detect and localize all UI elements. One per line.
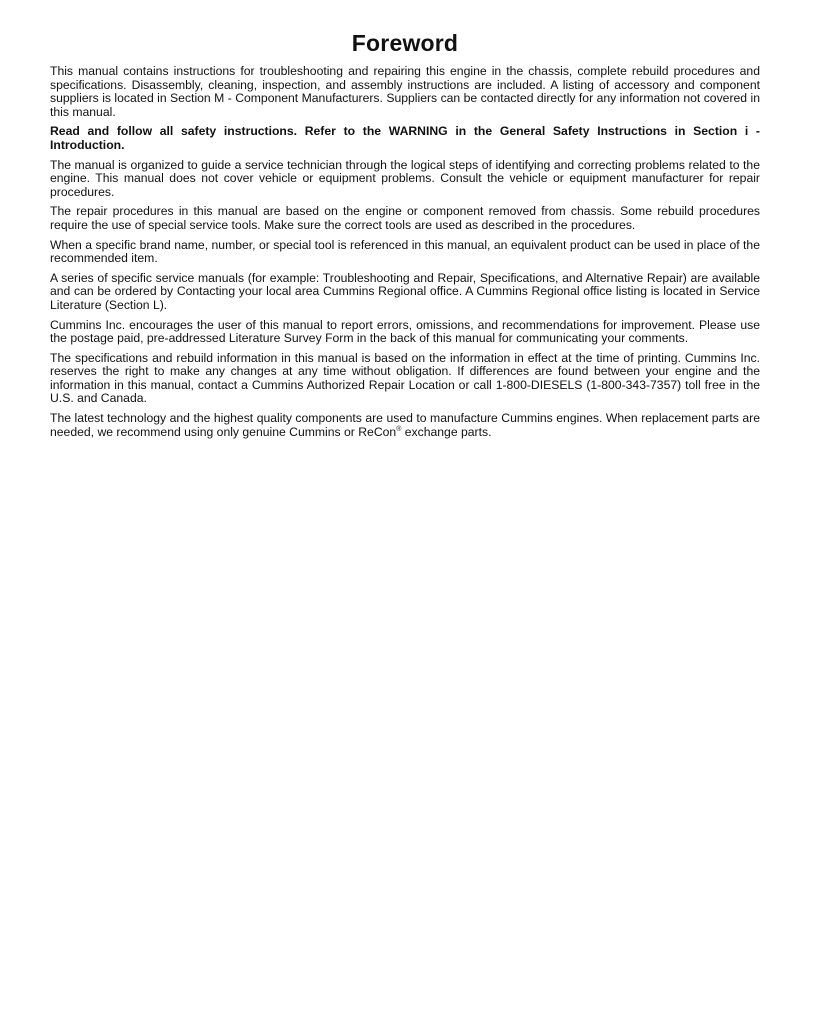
paragraph-equivalent-products: When a specific brand name, number, or special tool is referenced in this manual, an equivalent product can be used in place of the recommended item.: [50, 237, 760, 266]
paragraph-genuine-parts: [50, 412, 760, 439]
genuine-parts-text-start: The latest technology and the highest quality components are used to manufacture Cummins engines. When replacement parts are needed, we recommend using only genuine Cummins or ReCon: [50, 411, 760, 439]
page-title: Foreword: [351, 30, 459, 56]
genuine-parts-text-end: exchange parts.: [401, 424, 492, 439]
paragraph-organization: The manual is organized to guide a service technician through the logical steps of identifying and correcting problems related to the engine. This manual does not cover vehicle or equipment problems. Consult the vehicle or equipment manufacturer for repair procedures.: [50, 157, 760, 199]
paragraph-specifications: The specifications and rebuild information in this manual is based on the information in effect at the time of printing. Cummins Inc. reserves the right to make any changes at any time without obligation. If differences are found between your engine and the information in this manual, contact a Cummins Authorized Repair Location or call 1-800-DIESELS (1-800-343-7357) toll free in the U.S. and Canada.: [50, 350, 760, 406]
foreword-page: [50, 30, 760, 445]
paragraph-manual-contents: This manual contains instructions for troubleshooting and repairing this engine in the chassis, complete rebuild procedures and specifications. Disassembly, cleaning, inspection, and assembly instructions are included. A listing of accessory and component suppliers is located in Section M - Component Manufacturers. Suppliers can be contacted directly for any information not covered in this manual.: [50, 64, 760, 119]
paragraph-repair-procedures: The repair procedures in this manual are based on the engine or component removed from chassis. Some rebuild procedures require the use of special service tools. Make sure the correct tools are used as described in the procedures.: [50, 204, 760, 232]
paragraph-safety-notice: Read and follow all safety instructions. Refer to the WARNING in the General Safety Instructions in Section i - Introduction.: [50, 124, 760, 152]
paragraph-service-manuals: A series of specific service manuals (for example: Troubleshooting and Repair, Specifications, and Alternative Repair) are available and can be ordered by Contacting your local area Cummins Regional office. A Cummins Regional office listing is located in Service Literature (Section L).: [50, 270, 760, 312]
registered-mark: ®: [396, 425, 402, 433]
paragraph-feedback: Cummins Inc. encourages the user of this manual to report errors, omissions, and recommendations for improvement. Please use the postage paid, pre-addressed Literature Survey Form in the back of this manual for communicating your comments.: [50, 317, 760, 346]
